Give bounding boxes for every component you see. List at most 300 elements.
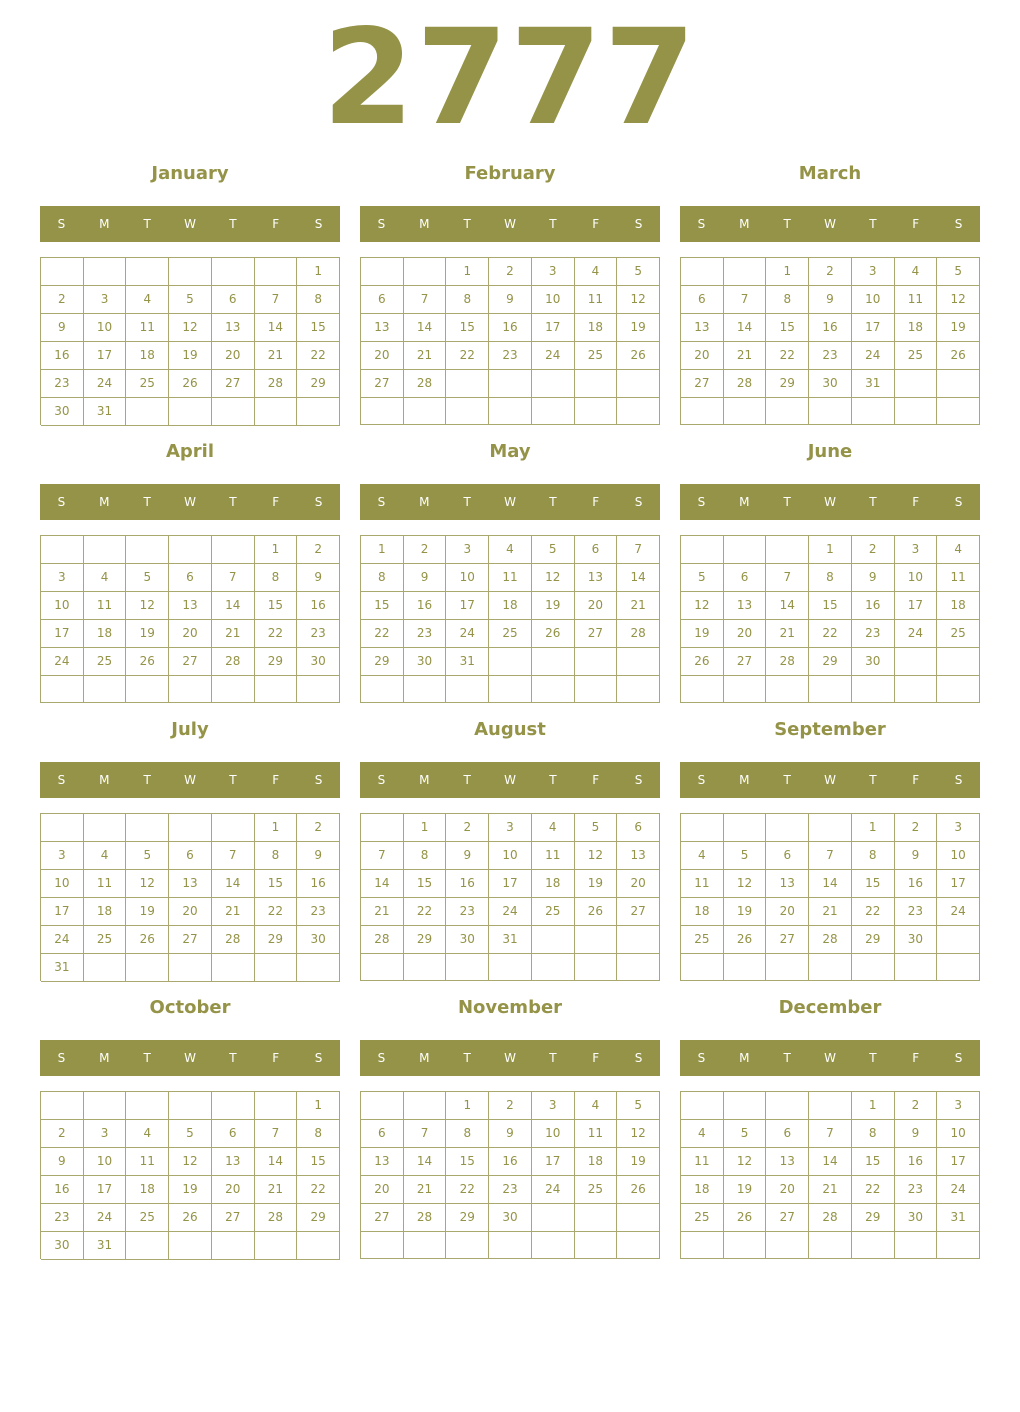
weekday-label: S [697, 773, 706, 787]
weekday-label: T [463, 495, 471, 509]
empty-day-cell [681, 814, 724, 842]
day-cell: 25 [895, 342, 938, 370]
day-grid [360, 813, 660, 981]
empty-day-cell [297, 676, 340, 703]
day-cell: 7 [766, 564, 809, 592]
day-cell: 8 [404, 842, 447, 870]
day-cell: 17 [937, 1148, 980, 1176]
day-cell: 26 [617, 342, 660, 370]
empty-day-cell [404, 954, 447, 981]
day-cell: 4 [532, 814, 575, 842]
day-cell: 16 [297, 870, 340, 898]
empty-day-cell [895, 954, 938, 981]
day-cell: 29 [446, 1204, 489, 1232]
month-name: November [457, 997, 563, 1018]
day-cell: 15 [255, 592, 298, 620]
day-cell: 27 [724, 648, 767, 676]
month-name: September [774, 719, 886, 740]
day-cell: 3 [489, 814, 532, 842]
day-cell: 4 [489, 536, 532, 564]
day-cell: 10 [446, 564, 489, 592]
empty-day-cell [361, 398, 404, 425]
day-cell: 2 [895, 1092, 938, 1120]
day-cell: 14 [809, 1148, 852, 1176]
weekday-label: T [463, 1051, 471, 1065]
weekday-header [40, 1040, 340, 1076]
empty-day-cell [126, 258, 169, 286]
day-cell: 29 [297, 370, 340, 398]
day-cell: 11 [575, 286, 618, 314]
day-cell: 31 [937, 1204, 980, 1232]
day-cell: 27 [169, 648, 212, 676]
day-cell: 6 [169, 564, 212, 592]
empty-day-cell [681, 1092, 724, 1120]
empty-day-cell [532, 648, 575, 676]
day-cell: 21 [361, 898, 404, 926]
day-cell: 11 [84, 870, 127, 898]
day-cell: 4 [937, 536, 980, 564]
empty-day-cell [852, 676, 895, 703]
day-cell: 5 [724, 842, 767, 870]
day-cell: 25 [489, 620, 532, 648]
day-cell: 3 [446, 536, 489, 564]
day-cell: 8 [255, 842, 298, 870]
month-name: December [778, 997, 882, 1018]
empty-day-cell [404, 1232, 447, 1259]
day-cell: 19 [617, 1148, 660, 1176]
day-cell: 6 [361, 286, 404, 314]
day-grid [680, 813, 980, 981]
day-cell: 4 [895, 258, 938, 286]
day-cell: 7 [724, 286, 767, 314]
day-cell: 29 [852, 1204, 895, 1232]
empty-day-cell [41, 1092, 84, 1120]
empty-day-cell [297, 1232, 340, 1260]
day-cell: 1 [446, 258, 489, 286]
day-cell: 19 [169, 342, 212, 370]
day-cell: 12 [126, 592, 169, 620]
day-cell: 1 [852, 1092, 895, 1120]
empty-day-cell [617, 1232, 660, 1259]
day-cell: 28 [255, 370, 298, 398]
day-cell: 16 [41, 1176, 84, 1204]
day-cell: 3 [84, 286, 127, 314]
day-cell: 10 [937, 1120, 980, 1148]
day-cell: 18 [532, 870, 575, 898]
day-cell: 5 [937, 258, 980, 286]
weekday-label: S [954, 1051, 963, 1065]
day-cell: 14 [212, 870, 255, 898]
day-cell: 9 [41, 1148, 84, 1176]
empty-day-cell [255, 398, 298, 426]
month-name: March [798, 163, 862, 184]
day-cell: 14 [404, 314, 447, 342]
day-cell: 26 [681, 648, 724, 676]
day-cell: 4 [575, 1092, 618, 1120]
day-cell: 20 [361, 342, 404, 370]
day-cell: 21 [617, 592, 660, 620]
weekday-label: T [463, 217, 471, 231]
weekday-label: S [634, 773, 643, 787]
day-cell: 4 [84, 842, 127, 870]
day-cell: 15 [404, 870, 447, 898]
day-cell: 8 [297, 1120, 340, 1148]
day-cell: 24 [41, 648, 84, 676]
day-cell: 5 [724, 1120, 767, 1148]
day-cell: 30 [41, 1232, 84, 1260]
day-cell: 24 [84, 370, 127, 398]
day-cell: 21 [404, 1176, 447, 1204]
empty-day-cell [489, 1232, 532, 1259]
day-cell: 14 [766, 592, 809, 620]
weekday-label: S [377, 773, 386, 787]
day-cell: 7 [404, 286, 447, 314]
empty-day-cell [937, 926, 980, 954]
weekday-label: S [57, 773, 66, 787]
weekday-label: T [869, 773, 877, 787]
weekday-label: F [912, 773, 920, 787]
day-cell: 18 [681, 1176, 724, 1204]
day-cell: 29 [852, 926, 895, 954]
day-cell: 28 [255, 1204, 298, 1232]
weekday-label: T [143, 1051, 151, 1065]
weekday-label: S [954, 773, 963, 787]
day-cell: 31 [84, 1232, 127, 1260]
day-cell: 29 [255, 926, 298, 954]
empty-day-cell [852, 954, 895, 981]
day-cell: 28 [212, 648, 255, 676]
day-cell: 30 [297, 648, 340, 676]
weekday-label: S [634, 217, 643, 231]
day-cell: 23 [446, 898, 489, 926]
day-cell: 25 [681, 926, 724, 954]
day-cell: 23 [297, 620, 340, 648]
day-cell: 15 [809, 592, 852, 620]
empty-day-cell [575, 370, 618, 398]
day-cell: 2 [489, 258, 532, 286]
empty-day-cell [404, 258, 447, 286]
day-grid [360, 535, 660, 703]
weekday-label: T [783, 1051, 791, 1065]
empty-day-cell [937, 676, 980, 703]
day-cell: 6 [212, 286, 255, 314]
empty-day-cell [809, 954, 852, 981]
day-cell: 14 [255, 1148, 298, 1176]
day-cell: 3 [937, 814, 980, 842]
weekday-label: F [912, 1051, 920, 1065]
day-cell: 24 [489, 898, 532, 926]
day-cell: 27 [361, 370, 404, 398]
day-cell: 13 [766, 870, 809, 898]
day-cell: 30 [895, 926, 938, 954]
day-cell: 3 [852, 258, 895, 286]
day-cell: 23 [895, 1176, 938, 1204]
day-cell: 24 [852, 342, 895, 370]
empty-day-cell [617, 370, 660, 398]
day-cell: 15 [361, 592, 404, 620]
empty-day-cell [895, 648, 938, 676]
weekday-label: F [912, 495, 920, 509]
day-cell: 8 [446, 1120, 489, 1148]
day-cell: 10 [852, 286, 895, 314]
empty-day-cell [126, 1232, 169, 1260]
day-cell: 13 [361, 1148, 404, 1176]
empty-day-cell [532, 1232, 575, 1259]
empty-day-cell [724, 1232, 767, 1259]
day-cell: 22 [852, 1176, 895, 1204]
day-cell: 11 [681, 870, 724, 898]
weekday-label: W [184, 773, 196, 787]
day-cell: 12 [937, 286, 980, 314]
day-grid [40, 1091, 340, 1259]
day-cell: 9 [446, 842, 489, 870]
day-cell: 28 [724, 370, 767, 398]
month-name: May [489, 441, 531, 462]
day-cell: 5 [126, 564, 169, 592]
empty-day-cell [617, 648, 660, 676]
empty-day-cell [852, 1232, 895, 1259]
empty-day-cell [361, 676, 404, 703]
empty-day-cell [937, 954, 980, 981]
day-cell: 5 [681, 564, 724, 592]
weekday-label: W [824, 1051, 836, 1065]
day-cell: 1 [297, 258, 340, 286]
day-cell: 26 [617, 1176, 660, 1204]
day-cell: 4 [84, 564, 127, 592]
empty-day-cell [681, 258, 724, 286]
day-cell: 5 [575, 814, 618, 842]
empty-day-cell [255, 676, 298, 703]
day-cell: 25 [126, 1204, 169, 1232]
weekday-label: W [504, 217, 516, 231]
weekday-label: T [549, 1051, 557, 1065]
day-cell: 28 [212, 926, 255, 954]
empty-day-cell [255, 258, 298, 286]
day-cell: 24 [937, 1176, 980, 1204]
day-cell: 5 [126, 842, 169, 870]
weekday-label: T [783, 495, 791, 509]
empty-day-cell [617, 954, 660, 981]
empty-day-cell [852, 398, 895, 425]
day-cell: 22 [446, 342, 489, 370]
day-cell: 29 [297, 1204, 340, 1232]
day-cell: 18 [681, 898, 724, 926]
day-cell: 5 [617, 258, 660, 286]
day-cell: 30 [489, 1204, 532, 1232]
day-cell: 2 [489, 1092, 532, 1120]
empty-day-cell [809, 1092, 852, 1120]
empty-day-cell [84, 1092, 127, 1120]
day-cell: 9 [41, 314, 84, 342]
empty-day-cell [446, 676, 489, 703]
weekday-label: M [419, 217, 430, 231]
day-cell: 29 [404, 926, 447, 954]
day-cell: 4 [575, 258, 618, 286]
day-cell: 10 [41, 592, 84, 620]
weekday-label: T [869, 495, 877, 509]
day-cell: 24 [895, 620, 938, 648]
day-cell: 1 [297, 1092, 340, 1120]
day-cell: 6 [766, 1120, 809, 1148]
day-cell: 18 [895, 314, 938, 342]
day-cell: 22 [766, 342, 809, 370]
day-cell: 16 [852, 592, 895, 620]
day-cell: 23 [41, 370, 84, 398]
day-cell: 21 [724, 342, 767, 370]
weekday-label: T [229, 773, 237, 787]
day-cell: 3 [532, 258, 575, 286]
empty-day-cell [575, 398, 618, 425]
weekday-label: T [783, 217, 791, 231]
day-cell: 20 [169, 898, 212, 926]
empty-day-cell [404, 1092, 447, 1120]
day-cell: 9 [895, 1120, 938, 1148]
day-cell: 15 [255, 870, 298, 898]
day-cell: 21 [212, 898, 255, 926]
day-cell: 8 [852, 842, 895, 870]
day-grid [360, 257, 660, 425]
weekday-header [40, 762, 340, 798]
weekday-label: W [824, 217, 836, 231]
day-cell: 12 [575, 842, 618, 870]
empty-day-cell [489, 954, 532, 981]
empty-day-cell [297, 398, 340, 426]
weekday-label: W [184, 217, 196, 231]
day-cell: 5 [532, 536, 575, 564]
empty-day-cell [169, 398, 212, 426]
day-cell: 6 [681, 286, 724, 314]
weekday-label: F [272, 217, 280, 231]
empty-day-cell [446, 954, 489, 981]
empty-day-cell [766, 536, 809, 564]
empty-day-cell [169, 536, 212, 564]
day-cell: 22 [297, 342, 340, 370]
empty-day-cell [84, 536, 127, 564]
day-grid [680, 1091, 980, 1259]
day-cell: 15 [852, 870, 895, 898]
day-cell: 25 [681, 1204, 724, 1232]
day-cell: 30 [446, 926, 489, 954]
day-cell: 13 [169, 592, 212, 620]
weekday-header [680, 484, 980, 520]
day-cell: 2 [446, 814, 489, 842]
weekday-label: S [377, 217, 386, 231]
day-cell: 22 [809, 620, 852, 648]
weekday-label: W [824, 773, 836, 787]
day-cell: 17 [84, 342, 127, 370]
day-cell: 15 [446, 314, 489, 342]
empty-day-cell [937, 648, 980, 676]
day-cell: 11 [84, 592, 127, 620]
day-cell: 20 [361, 1176, 404, 1204]
day-cell: 24 [446, 620, 489, 648]
month-name: October [149, 997, 231, 1018]
empty-day-cell [212, 258, 255, 286]
day-cell: 12 [532, 564, 575, 592]
day-cell: 21 [766, 620, 809, 648]
day-cell: 21 [809, 1176, 852, 1204]
empty-day-cell [575, 954, 618, 981]
day-cell: 24 [937, 898, 980, 926]
day-cell: 15 [446, 1148, 489, 1176]
day-grid [40, 813, 340, 981]
day-cell: 10 [532, 286, 575, 314]
empty-day-cell [126, 954, 169, 982]
weekday-label: T [143, 217, 151, 231]
weekday-label: W [184, 1051, 196, 1065]
day-cell: 11 [575, 1120, 618, 1148]
day-cell: 25 [532, 898, 575, 926]
day-cell: 10 [489, 842, 532, 870]
empty-day-cell [255, 954, 298, 982]
day-cell: 16 [895, 870, 938, 898]
day-cell: 23 [895, 898, 938, 926]
day-grid [360, 1091, 660, 1259]
empty-day-cell [724, 258, 767, 286]
empty-day-cell [724, 398, 767, 425]
weekday-header [40, 484, 340, 520]
empty-day-cell [681, 676, 724, 703]
day-cell: 30 [852, 648, 895, 676]
weekday-label: M [99, 217, 110, 231]
day-cell: 7 [255, 1120, 298, 1148]
weekday-label: T [463, 773, 471, 787]
empty-day-cell [212, 398, 255, 426]
empty-day-cell [361, 954, 404, 981]
day-cell: 17 [41, 620, 84, 648]
day-grid [680, 257, 980, 425]
day-cell: 20 [724, 620, 767, 648]
day-cell: 23 [41, 1204, 84, 1232]
day-cell: 27 [212, 370, 255, 398]
empty-day-cell [681, 1232, 724, 1259]
day-cell: 31 [852, 370, 895, 398]
empty-day-cell [489, 676, 532, 703]
day-cell: 13 [724, 592, 767, 620]
day-cell: 26 [724, 1204, 767, 1232]
day-cell: 16 [489, 314, 532, 342]
empty-day-cell [169, 1232, 212, 1260]
day-cell: 24 [532, 342, 575, 370]
day-cell: 14 [255, 314, 298, 342]
day-cell: 29 [766, 370, 809, 398]
day-cell: 7 [212, 564, 255, 592]
day-cell: 30 [404, 648, 447, 676]
month-name: February [464, 163, 556, 184]
day-cell: 22 [297, 1176, 340, 1204]
empty-day-cell [446, 370, 489, 398]
empty-day-cell [895, 398, 938, 425]
day-cell: 27 [169, 926, 212, 954]
day-cell: 19 [575, 870, 618, 898]
day-cell: 19 [724, 898, 767, 926]
empty-day-cell [617, 676, 660, 703]
day-cell: 26 [169, 1204, 212, 1232]
day-cell: 9 [297, 564, 340, 592]
weekday-label: M [739, 1051, 750, 1065]
day-cell: 7 [212, 842, 255, 870]
day-cell: 26 [169, 370, 212, 398]
weekday-label: F [592, 495, 600, 509]
empty-day-cell [766, 398, 809, 425]
day-cell: 18 [575, 1148, 618, 1176]
day-grid [40, 535, 340, 703]
empty-day-cell [575, 1204, 618, 1232]
day-cell: 9 [297, 842, 340, 870]
empty-day-cell [766, 814, 809, 842]
day-cell: 21 [255, 1176, 298, 1204]
weekday-header [680, 206, 980, 242]
